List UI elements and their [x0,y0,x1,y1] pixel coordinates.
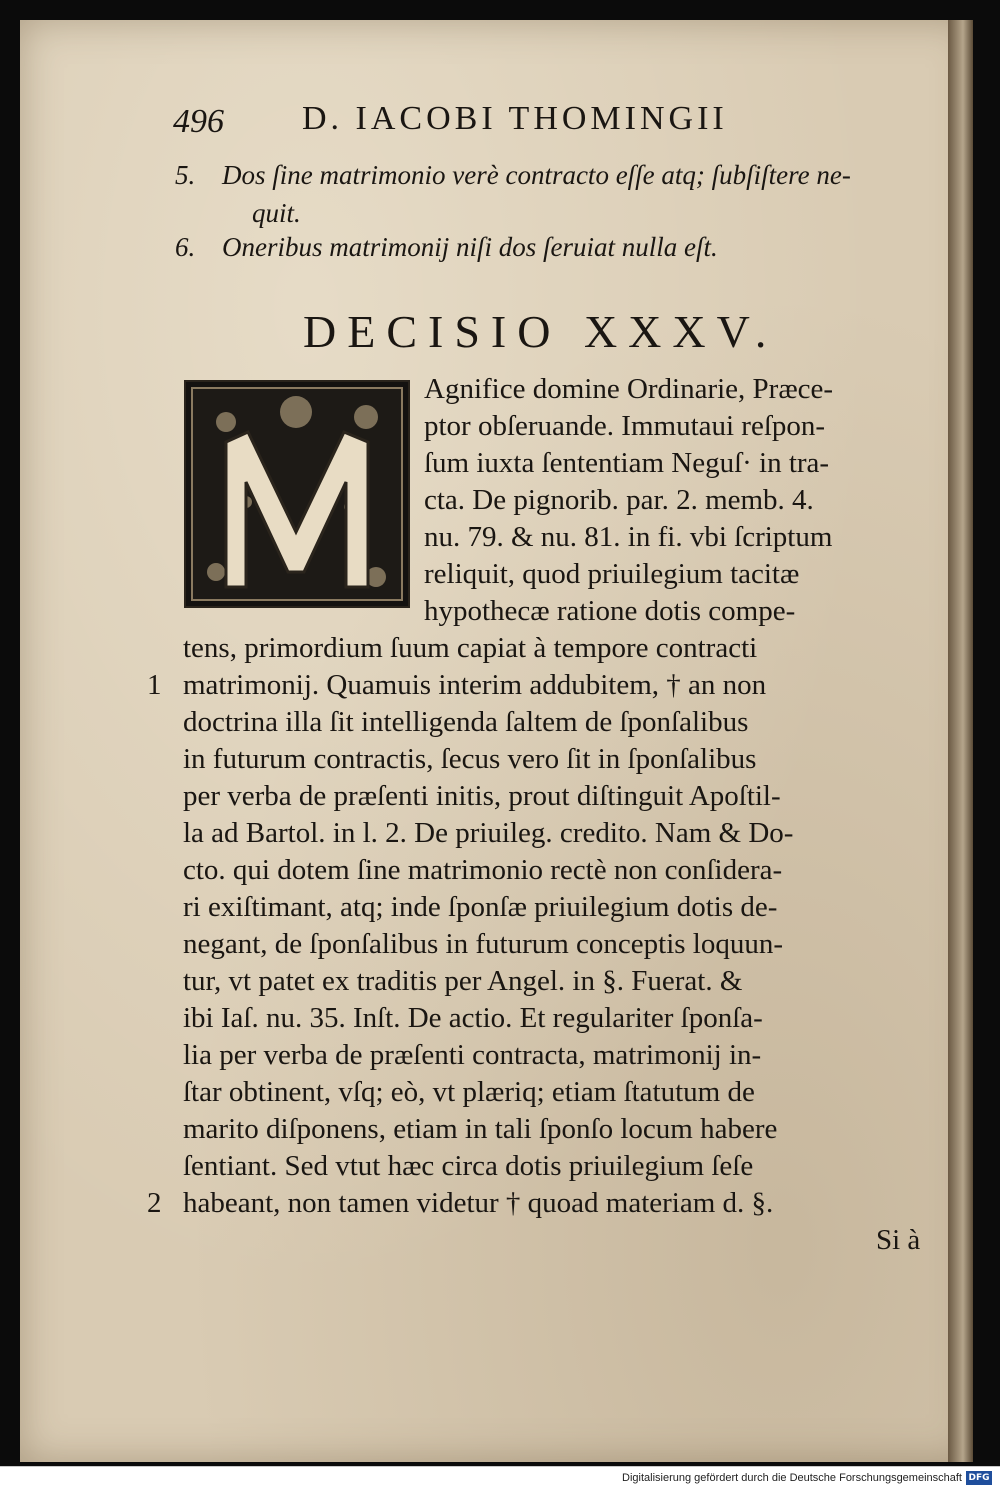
body-line-12: per verba de præſenti initis, prout diſtinguit Apoſtil- [183,780,781,812]
page-number: 496 [173,103,224,140]
body-line-13: la ad Bartol. in l. 2. De priuileg. credito. Nam & Do- [183,817,794,849]
margin-number-2: 2 [147,1187,162,1219]
page-edge [948,20,973,1462]
body-line-21: marito diſponens, etiam in tali ſponſo locum habere [183,1113,778,1145]
body-line-1: Agnifice domine Ordinarie, Præce- [424,373,834,405]
running-title: D. IACOBI THOMINGII [302,100,728,137]
body-line-5: nu. 79. & nu. 81. in fi. vbi ſcriptum [424,521,833,553]
body-line-19: lia per verba de præſenti contracta, matrimonij in- [183,1039,762,1071]
body-line-6: reliquit, quod priuilegium tacitæ [424,558,800,590]
catchword: Si à [876,1224,921,1256]
body-line-18: ibi Iaſ. nu. 35. Inſt. De actio. Et regulariter ſponſa- [183,1002,763,1034]
decision-heading: DECISIO XXXV. [303,306,778,357]
body-line-20: ſtar obtinent, vſq; eò, vt plæriq; etiam ſtatutum de [183,1076,755,1108]
dfg-logo-icon: DFG [966,1471,992,1485]
margin-number-1: 1 [147,669,162,701]
body-line-7: hypothecæ ratione dotis compe- [424,595,796,627]
summary-number-5: 5. [175,160,196,190]
summary-5-line-2: quit. [252,198,301,228]
body-line-15: ri exiſtimant, atq; inde ſponſæ priuilegium dotis de- [183,891,778,923]
body-line-11: in futurum contractis, ſecus vero ſit in ſponſalibus [183,743,757,775]
funding-credit: Digitalisierung gefördert durch die Deutsche Forschungsgemeinschaft [622,1472,962,1484]
summary-6-line-1: Oneribus matrimonij niſi dos ſeruiat nulla eſt. [222,232,718,262]
body-line-23: habeant, non tamen videtur † quoad materiam d. §. [183,1187,774,1219]
body-line-8: tens, primordium ſuum capiat à tempore contracti [183,632,758,664]
body-line-14: cto. qui dotem ſine matrimonio rectè non conſidera- [183,854,783,886]
body-line-2: ptor obſeruande. Immutaui reſpon- [424,410,826,442]
body-line-4: cta. De pignorib. par. 2. memb. 4. [424,484,814,516]
summary-number-6: 6. [175,232,196,262]
summary-5-line-1: Dos ſine matrimonio verè contracto eſſe atq; ſubſiſtere ne- [222,160,851,190]
body-line-16: negant, de ſponſalibus in futurum conceptis loquun- [183,928,784,960]
body-line-3: ſum iuxta ſententiam Neguſ· in tra- [424,447,830,479]
body-line-10: doctrina illa ſit intelligenda ſaltem de ſponſalibus [183,706,749,738]
body-line-22: ſentiant. Sed vtut hæc circa dotis priuilegium ſeſe [183,1150,754,1182]
woodcut-ornament-icon [186,382,408,606]
decorated-initial-m [184,380,410,608]
body-line-9: matrimonij. Quamuis interim addubitem, † an non [183,669,767,701]
footer-bar [0,1466,1000,1490]
body-line-17: tur, vt patet ex traditis per Angel. in §. Fuerat. & [183,965,743,997]
